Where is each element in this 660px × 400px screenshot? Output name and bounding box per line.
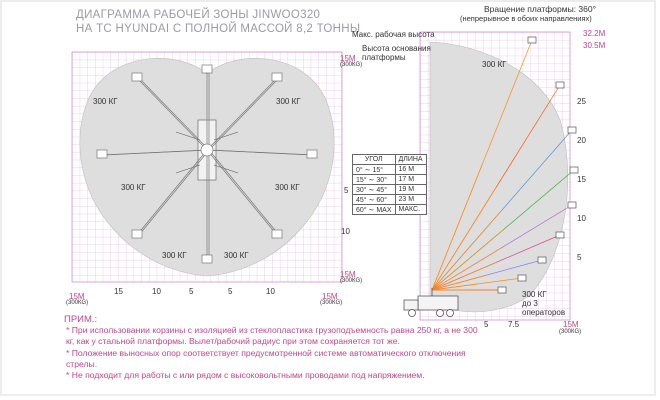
side-y-tick: 20: [577, 136, 586, 145]
operators-sub-2: операторов: [522, 308, 566, 317]
side-y-tick: 25: [577, 97, 586, 106]
side-platform-box: [498, 287, 506, 293]
plan-x-tick: 10: [152, 287, 161, 296]
plan-x-tick: 5: [228, 287, 233, 296]
plan-load-label: 300 КГ: [162, 251, 187, 260]
plan-platform-box: [132, 230, 142, 238]
angle-cell: 60° ∼ MAX: [353, 205, 396, 215]
notes-section: [64, 314, 484, 381]
operators-sub-1: до 3: [522, 299, 538, 308]
plan-platform-box: [202, 65, 212, 73]
plan-load-label: 300 КГ: [224, 251, 249, 260]
length-header: ДЛИНА: [395, 155, 426, 165]
note-item: * При использовании корзины с изоляцией из стеклопластика грузоподъемность равна 250 кг, а не 300 кг, как у стальной платформы. Вылет/рабочий радиус при этом сохраняется тот же.: [66, 325, 478, 347]
side-y-tick: 15: [577, 175, 586, 184]
side-platform-box: [556, 232, 564, 238]
table-row: [353, 205, 427, 215]
side-platform-box: [570, 167, 578, 173]
plan-radius-sub-right: (300КG): [340, 278, 363, 284]
plan-radius-sub-bottom-right: (300КG): [320, 300, 343, 306]
notes-heading: ПРИМ.:: [64, 314, 98, 325]
side-platform-box: [568, 127, 576, 133]
plan-right-tick: 10: [341, 227, 350, 236]
plan-load-label: 300 КГ: [276, 97, 301, 106]
angle-cell: 15° ∼ 30°: [353, 175, 396, 185]
plan-radius-label-right: 15M: [340, 270, 356, 279]
plan-radius-label-top: 15M: [340, 54, 356, 63]
side-height-base: 30.5M: [583, 41, 606, 50]
table-row: [353, 175, 427, 185]
plan-x-tick: 15: [114, 287, 123, 296]
plan-platform-box: [307, 150, 317, 158]
plan-radius-sub-top: (300КG): [340, 62, 363, 68]
length-cell: 23 M: [395, 195, 426, 205]
angle-cell: 30° ∼ 45°: [353, 185, 396, 195]
side-platform-box: [556, 82, 564, 88]
max-height-label: Макс. рабочая высота: [352, 30, 435, 39]
plan-platform-box: [202, 255, 212, 263]
side-zone-load-label: 300 КГ: [482, 60, 507, 69]
side-y-tick: 5: [577, 253, 582, 262]
plan-load-label: 300 КГ: [275, 183, 300, 192]
side-platform-box: [538, 257, 546, 263]
plan-radius-sub-bottom-left: (300КG): [66, 300, 89, 306]
rotation-sublabel: (непрерывное в обоих направлениях): [460, 14, 592, 23]
plan-radius-label-bottom-left: 15M: [69, 292, 85, 301]
side-x-tick-5: 5: [484, 320, 489, 329]
angle-cell: 45° ∼ 60°: [353, 195, 396, 205]
angle-cell: 0° ∼ 15°: [353, 165, 396, 175]
side-x-tick-7-5: 7.5: [508, 320, 520, 329]
plan-load-label: 300 КГ: [121, 183, 146, 192]
operators-load-label: 300 КГ: [522, 290, 547, 299]
plan-platform-box: [132, 73, 142, 81]
table-row: [353, 185, 427, 195]
plan-x-tick: 5: [189, 287, 194, 296]
plan-platform-box: [272, 73, 282, 81]
plan-x-tick: 10: [266, 287, 275, 296]
side-platform-box: [568, 202, 576, 208]
title-line-1: ДИАГРАММА РАБОЧЕЙ ЗОНЫ JINWOO320: [76, 9, 321, 21]
side-reach-label: 15M: [563, 320, 579, 329]
side-y-tick: 10: [577, 214, 586, 223]
side-platform-box: [528, 37, 536, 43]
table-row: [353, 165, 427, 175]
angle-length-table: [352, 154, 427, 215]
base-height-label: Высота основания платформы: [362, 44, 431, 62]
length-cell: МАКС.: [395, 205, 426, 215]
title-line-2: НА ТС HYUNDAI С ПОЛНОЙ МАССОЙ 8,2 ТОННЫ: [76, 23, 361, 35]
length-cell: 16 M: [395, 165, 426, 175]
table-row: [353, 195, 427, 205]
plan-turret: [201, 144, 213, 156]
note-item: * Положение выносных опор соответствует предусмотренной системе автоматического отключения стрелы.: [66, 347, 466, 369]
angle-header: УГОЛ: [353, 155, 396, 165]
note-item: * Не подходит для работы с или рядом с высоковольтными проводами под напряжением.: [66, 370, 425, 381]
plan-load-label: 300 КГ: [93, 97, 118, 106]
length-cell: 19 M: [395, 185, 426, 195]
rotation-label: Вращение платформы: 360°: [484, 4, 596, 14]
side-reach-sub: (300КG): [559, 329, 582, 335]
plan-right-tick: 5: [344, 186, 349, 195]
plan-platform-box: [97, 150, 107, 158]
side-platform-box: [518, 275, 526, 281]
plan-platform-box: [272, 230, 282, 238]
length-cell: 17 M: [395, 175, 426, 185]
plan-radius-label-bottom-right: 15M: [322, 292, 338, 301]
side-height-top: 32.2M: [583, 29, 606, 38]
